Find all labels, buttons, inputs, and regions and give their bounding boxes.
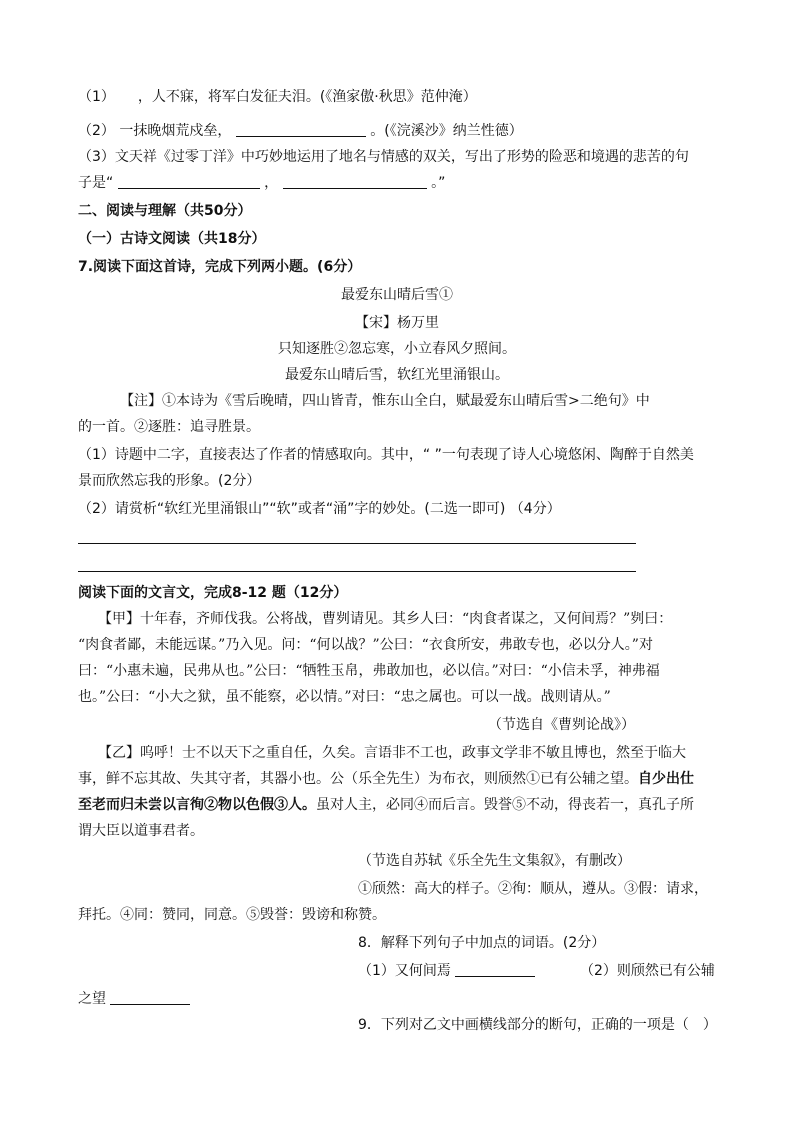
q2-after: 。(《浣溪沙》纳兰性德）	[370, 123, 523, 139]
q8-item-1-text: （1）又何间焉	[358, 963, 451, 979]
q2-before: 一抹晚烟荒戍垒，	[119, 123, 232, 139]
q8-heading: 8．解释下列句子中加点的词语。(2分）	[358, 935, 606, 951]
passage-yi-line-2-text: 事，鲜不忘其故、失其守者，其器小也。公（乐全先生）为布衣，则颀然①已有公辅之望。	[78, 771, 638, 787]
q8-item-2-cont	[78, 990, 190, 1008]
answer-line-1[interactable]	[78, 543, 636, 544]
q3-mid: ，	[264, 175, 279, 191]
passage-jia-line-1: 【甲】十年春，齐师伐我。公将战，曹刿请见。其乡人曰：“肉食者谋之，又何间焉？”刿曰：	[98, 611, 673, 627]
passage-yi-line-3-rest: 虽对人主，必同④而后言。毁誉⑤不动，得丧若一，真孔子所	[316, 797, 694, 813]
passage-yi-underlined-part-1: 自少出仕	[638, 771, 694, 787]
passage-jia-line-4: 也。”公曰：“小大之狱，虽不能察，必以情。”对曰：“忠之属也。可以一战。战则请从。”	[78, 689, 611, 705]
passage-yi-line-2	[78, 770, 694, 788]
fill-in-q2	[78, 122, 523, 140]
poem-title: 最爱东山晴后雪①	[341, 287, 453, 303]
q3-prefix: 子是“	[78, 175, 114, 191]
q2-answer-blank[interactable]	[236, 122, 366, 137]
passage-yi-notes-line-2: 拜托。④同：赞同，同意。⑤毁誉：毁谤和称赞。	[78, 907, 386, 923]
poem-note-line-2: 的一首。②逐胜：追寻胜景。	[78, 419, 260, 435]
q7-sub1-line-2: 景而欣然忘我的形象。(2分）	[78, 473, 261, 489]
fill-in-q1	[78, 88, 477, 106]
q7-sub2: （2）请赏析“软红光里涌银山”“软”或者“涌”字的妙处。(二选一即可) （4分）	[78, 501, 561, 517]
q7-heading: 7.阅读下面这首诗，完成下列两小题。(6分）	[78, 259, 362, 275]
poem-line-1: 只知逐胜②忽忘寒，小立春风夕照间。	[278, 341, 516, 357]
passage-jia-line-3: 曰：“小惠未遍，民弗从也。”公曰：“牺牲玉帛，弗敢加也，必以信。”对曰：“小信未孚，神弗福	[78, 663, 660, 679]
poem-note-line-1: 【注】①本诗为《雪后晚晴，四山皆青，惟东山全白，赋最爱东山晴后雪>二绝句》中	[120, 393, 650, 409]
fill-in-q3-line1: （3）文天祥《过零丁洋》中巧妙地运用了地名与情感的双关，写出了形势的险恶和境遇的悲苦的句	[78, 149, 689, 165]
passage-yi-line-3	[78, 796, 694, 814]
fill-in-q3-line2	[78, 174, 445, 192]
classical-heading: 阅读下面的文言文，完成8-12 题（12分）	[78, 585, 348, 601]
q8-item-2-blank[interactable]	[110, 990, 190, 1005]
passage-yi-source: （节选自苏轼《乐全先生文集叙》，有删改）	[358, 853, 631, 869]
q8-item-2-cont-text: 之望	[78, 991, 106, 1007]
passage-yi-line-1: 【乙】呜呼！士不以天下之重自任，久矣。言语非不工也，政事文学非不敏且博也，然至于临大	[98, 745, 686, 761]
q2-label: （2）	[78, 123, 115, 139]
poem-author: 【宋】杨万里	[355, 315, 439, 331]
answer-line-2[interactable]	[78, 571, 636, 572]
passage-yi-line-4: 谓大臣以道事君者。	[78, 823, 204, 839]
q1-label: （1）	[78, 89, 115, 105]
q8-item-1	[358, 962, 535, 980]
q7-sub1-line-1: （1）诗题中二字，直接表达了作者的情感取向。其中，“ ”一句表现了诗人心境悠闲、陶醉于自然美	[78, 447, 694, 463]
passage-jia-source: （节选自《曹刿论战》）	[488, 717, 635, 733]
passage-jia-line-2: “肉食者鄙，未能远谋。”乃入见。问：“何以战？”公曰：“衣食所安，弗敢专也，必以分人。”对	[78, 637, 653, 653]
q1-blank[interactable]	[119, 89, 133, 103]
q8-item-2: （2）则颀然已有公辅	[580, 963, 715, 979]
q3-answer-blank-1[interactable]	[118, 174, 260, 189]
passage-yi-notes-line-1: ①颀然：高大的样子。②徇：顺从，遵从。③假：请求，	[358, 881, 708, 897]
poem-line-2: 最爱东山晴后雪，软红光里涌银山。	[285, 367, 509, 383]
q9-text: 9．下列对乙文中画横线部分的断句，正确的一项是（ ）	[358, 1017, 717, 1033]
q1-text: ，人不寐，将军白发征夫泪。(《渔家傲·秋思》范仲淹）	[137, 89, 477, 105]
q3-suffix: 。”	[431, 175, 446, 191]
passage-yi-underlined-part-2: 至老而归未尝以言徇②物以色假③人。	[78, 797, 316, 813]
section2-sub1-heading: （一）古诗文阅读（共18分）	[78, 231, 266, 247]
q8-item-1-blank[interactable]	[455, 962, 535, 977]
section2-heading: 二、阅读与理解（共50分）	[78, 203, 252, 219]
q3-answer-blank-2[interactable]	[283, 174, 427, 189]
